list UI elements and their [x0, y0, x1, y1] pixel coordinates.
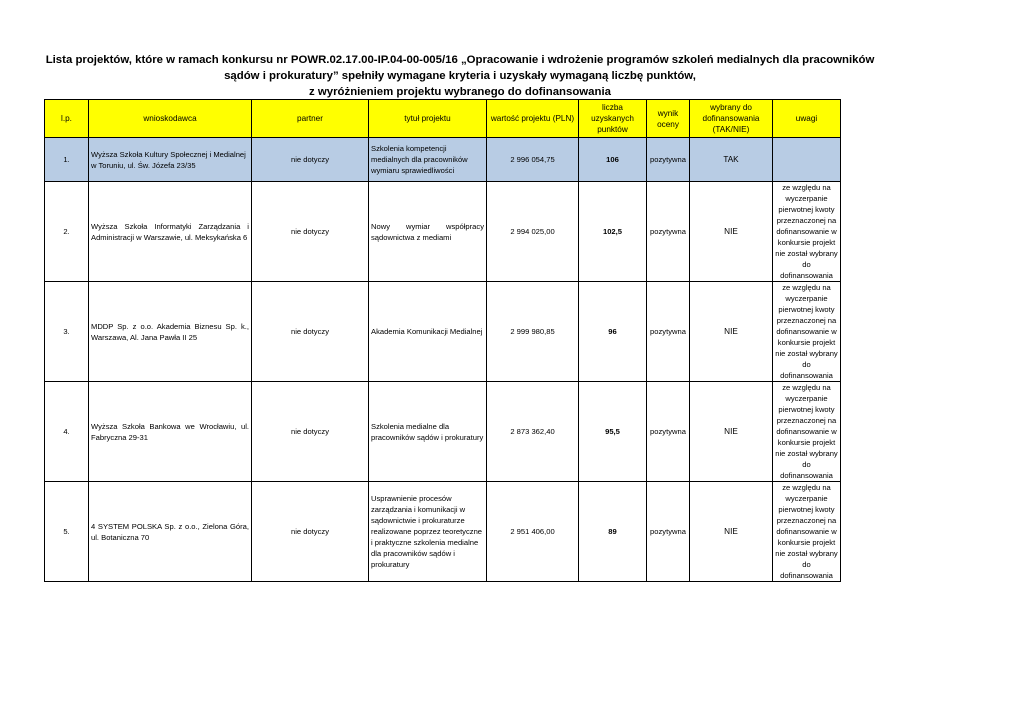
table-row — [45, 382, 841, 482]
cell-result: pozytywna — [647, 138, 690, 182]
cell-partner: nie dotyczy — [252, 182, 369, 282]
cell-selected: NIE — [690, 482, 773, 582]
header-lp: l.p. — [45, 100, 89, 138]
cell-applicant: Wyższa Szkoła Kultury Społecznej i Medialnej w Toruniu, ul. Św. Józefa 23/35 — [89, 138, 252, 182]
cell-selected: NIE — [690, 382, 773, 482]
cell-value: 2 994 025,00 — [487, 182, 579, 282]
table-row — [45, 482, 841, 582]
cell-notes: ze względu na wyczerpanie pierwotnej kwoty przeznaczonej na dofinansowanie w konkursie projekt nie został wybrany do dofinansowania — [773, 182, 841, 282]
cell-result: pozytywna — [647, 182, 690, 282]
cell-title: Usprawnienie procesów zarządzania i komunikacji w sądownictwie i prokuraturze realizowane poprzez teoretyczne i praktyczne szkolenia medialne dla pracowników sądów i prokuratury — [369, 482, 487, 582]
cell-title: Szkolenia kompetencji medialnych dla pracowników wymiaru sprawiedliwości — [369, 138, 487, 182]
cell-selected: TAK — [690, 138, 773, 182]
cell-value: 2 951 406,00 — [487, 482, 579, 582]
cell-applicant: Wyższa Szkoła Informatyki Zarządzania i Administracji w Warszawie, ul. Meksykańska 6 — [89, 182, 252, 282]
table-row — [45, 138, 841, 182]
header-partner: partner — [252, 100, 369, 138]
cell-partner: nie dotyczy — [252, 382, 369, 482]
cell-title: Akademia Komunikacji Medialnej — [369, 282, 487, 382]
cell-result: pozytywna — [647, 382, 690, 482]
table-row — [45, 282, 841, 382]
cell-points: 95,5 — [579, 382, 647, 482]
title-line-3: z wyróżnieniem projektu wybranego do dofinansowania — [309, 86, 611, 98]
header-notes: uwagi — [773, 100, 841, 138]
header-result: wynik oceny — [647, 100, 690, 138]
cell-result: pozytywna — [647, 282, 690, 382]
document-title — [40, 52, 880, 100]
cell-points: 89 — [579, 482, 647, 582]
cell-applicant: Wyższa Szkoła Bankowa we Wrocławiu, ul. Fabryczna 29-31 — [89, 382, 252, 482]
cell-notes: ze względu na wyczerpanie pierwotnej kwoty przeznaczonej na dofinansowanie w konkursie projekt nie został wybrany do dofinansowania — [773, 482, 841, 582]
cell-title: Nowy wymiar współpracy sądownictwa z mediami — [369, 182, 487, 282]
title-line-2: sądów i prokuratury” spełniły wymagane kryteria i uzyskały wymaganą liczbę punktów, — [224, 70, 696, 82]
cell-selected: NIE — [690, 182, 773, 282]
table-header-row — [45, 100, 841, 138]
cell-value: 2 873 362,40 — [487, 382, 579, 482]
cell-title: Szkolenia medialne dla pracowników sądów i prokuratury — [369, 382, 487, 482]
cell-lp: 4. — [45, 382, 89, 482]
cell-value: 2 996 054,75 — [487, 138, 579, 182]
table-row — [45, 182, 841, 282]
cell-points: 106 — [579, 138, 647, 182]
cell-result: pozytywna — [647, 482, 690, 582]
cell-lp: 2. — [45, 182, 89, 282]
cell-value: 2 999 980,85 — [487, 282, 579, 382]
projects-table — [44, 99, 841, 582]
cell-lp: 1. — [45, 138, 89, 182]
title-line-1: Lista projektów, które w ramach konkursu nr POWR.02.17.00-IP.04-00-005/16 „Opracowanie i wdrożenie programów szkoleń medialnych dla pracowników — [45, 54, 875, 66]
cell-lp: 3. — [45, 282, 89, 382]
cell-lp: 5. — [45, 482, 89, 582]
cell-notes — [773, 138, 841, 182]
cell-selected: NIE — [690, 282, 773, 382]
header-title: tytuł projektu — [369, 100, 487, 138]
cell-points: 96 — [579, 282, 647, 382]
cell-partner: nie dotyczy — [252, 138, 369, 182]
header-value: wartość projektu (PLN) — [487, 100, 579, 138]
cell-partner: nie dotyczy — [252, 482, 369, 582]
header-points: liczba uzyskanych punktów — [579, 100, 647, 138]
cell-notes: ze względu na wyczerpanie pierwotnej kwoty przeznaczonej na dofinansowanie w konkursie projekt nie został wybrany do dofinansowania — [773, 382, 841, 482]
cell-notes: ze względu na wyczerpanie pierwotnej kwoty przeznaczonej na dofinansowanie w konkursie projekt nie został wybrany do dofinansowania — [773, 282, 841, 382]
cell-partner: nie dotyczy — [252, 282, 369, 382]
cell-applicant: MDDP Sp. z o.o. Akademia Biznesu Sp. k., Warszawa, Al. Jana Pawła II 25 — [89, 282, 252, 382]
cell-points: 102,5 — [579, 182, 647, 282]
header-selected: wybrany do dofinansowania (TAK/NIE) — [690, 100, 773, 138]
cell-applicant: 4 SYSTEM POLSKA Sp. z o.o., Zielona Góra, ul. Botaniczna 70 — [89, 482, 252, 582]
header-applicant: wnioskodawca — [89, 100, 252, 138]
